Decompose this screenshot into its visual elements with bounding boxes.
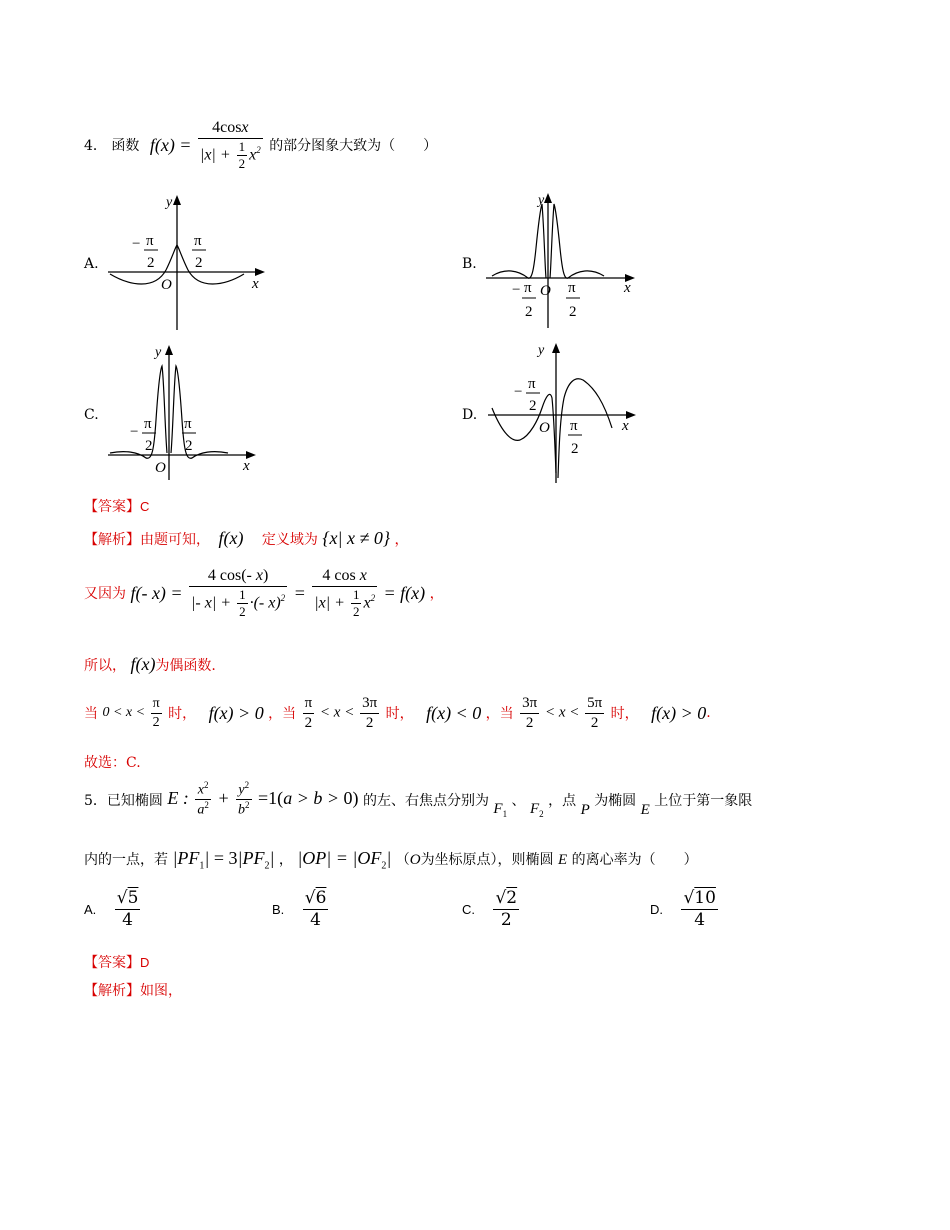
q5-stem-line-1 — [84, 780, 752, 819]
q4-even-check-frac-1: 4 cos(- x) |- x| + $\frac{1}{2}$ ·(- x)$^2$ — [191, 567, 286, 620]
q4-analysis-text-1a: 由题可知， — [140, 532, 210, 548]
q4-interval-2: $\frac{\pi}{2}$ < x < $\frac{3\pi}{2}$ — [304, 695, 378, 731]
q5-f1: $F_1$ — [493, 801, 508, 820]
svg-text:x: x — [252, 276, 259, 292]
svg-text:2: 2 — [195, 255, 203, 271]
q5-text-5: 为椭圆 — [594, 792, 637, 809]
q4-interval-prefix: 当 — [84, 706, 98, 723]
svg-text:O: O — [540, 283, 551, 299]
q4-analysis-line-4 — [84, 694, 711, 733]
svg-text:y: y — [155, 345, 162, 360]
q4-option-b-label: B. — [462, 256, 477, 272]
q4-answer-value: C — [140, 499, 150, 514]
q4-option-d-label: D. — [462, 407, 478, 423]
q5-option-d-rad: 10 — [694, 888, 716, 908]
q4-graph-c — [100, 340, 270, 485]
q5-condition-1: $|PF_1| = 3|PF_2|$ — [172, 848, 275, 872]
svg-text:O: O — [539, 420, 550, 436]
svg-text:−: − — [130, 424, 139, 440]
q4-analysis-text-1c: 定义域为 — [261, 532, 318, 548]
q4-interval-sep2: ，当 — [485, 706, 514, 723]
q5-option-c — [462, 888, 521, 932]
q5-stem-line-2 — [84, 848, 698, 872]
q4-option-a-label: A. — [84, 256, 99, 272]
q4-sign-1: f(x) > 0 — [208, 702, 264, 723]
q4-analysis-text-3c: 为偶函数. — [155, 658, 216, 674]
q4-even-check-lhs: f(- x) = — [130, 582, 183, 603]
q4-interval-3: $\frac{3\pi}{2}$ < x < $\frac{5\pi}{2}$ — [522, 695, 603, 731]
q4-analysis-fx-1: f(x) — [218, 528, 244, 548]
q5-text-3: 、 — [511, 792, 526, 809]
q5-option-b — [272, 888, 330, 932]
q5-analysis-text: 如图， — [140, 983, 182, 999]
q5-option-a — [84, 888, 142, 932]
q4-interval-end: . — [706, 705, 711, 722]
q4-tail: 的部分图象大致为（ ） — [269, 138, 438, 155]
q4-domain-set: {x| x ≠ 0} — [322, 528, 391, 548]
q4-analysis-line-2: 又因为 f(- x) = 4 cos(- x) |- x| + $\frac{1}{2}$ ·(- x)$^2$ = 4 cos x |x| + $\frac{1}{2}$ $x^2$ = f(x) ， — [84, 567, 444, 620]
svg-text:O: O — [161, 277, 172, 293]
q5-option-a-rad: 5 — [127, 888, 139, 908]
q4-func-name: f(x) = — [149, 134, 192, 155]
q5-condition-2: $|OP| = |OF_2|$ — [297, 848, 392, 872]
q5-line2-4: 为坐标原点），则椭圆 — [420, 852, 554, 868]
q4-interval-t2: 时， — [385, 706, 414, 723]
svg-text:π: π — [568, 280, 576, 296]
svg-text:π: π — [570, 418, 578, 434]
q4-analysis-text-2a: 又因为 — [84, 586, 126, 603]
q5-option-b-den: 4 — [310, 910, 321, 931]
svg-text:y: y — [538, 343, 545, 358]
q4-answer — [84, 496, 149, 516]
svg-text:−: − — [514, 384, 523, 400]
q5-text-2: 的左、右焦点分别为 — [362, 792, 489, 809]
q5-analysis-tag: 【解析】 — [84, 983, 140, 999]
q4-interval-t1: 时， — [168, 706, 197, 723]
svg-text:π: π — [146, 233, 154, 249]
q5-option-d-label: D. — [650, 902, 663, 918]
q5-ellipse-name-2: E — [558, 852, 568, 868]
q4-graph-d — [480, 338, 645, 486]
q4-lead: 函数 — [111, 138, 140, 155]
q5-option-c-value: $\frac{√2}{2}$ — [495, 888, 518, 931]
q5-text-1: 已知椭圆 — [106, 792, 163, 809]
q4-graph-b — [480, 188, 645, 333]
q4-interval-t3: 时， — [610, 706, 639, 723]
svg-text:2: 2 — [525, 304, 533, 320]
q5-option-a-label: A. — [84, 902, 97, 918]
q5-text-4: ，点 — [548, 792, 577, 809]
q5-option-d-den: 4 — [694, 910, 706, 931]
q4-interval-sep1: ，当 — [268, 706, 297, 723]
svg-text:x: x — [622, 418, 629, 434]
svg-text:2: 2 — [571, 441, 579, 457]
q4-sign-3: f(x) > 0 — [651, 702, 707, 723]
q5-option-c-den: 2 — [500, 910, 512, 931]
svg-text:2: 2 — [147, 255, 155, 271]
q5-ellipse-name: E — [640, 802, 650, 819]
q5-line2-2: ， — [278, 852, 293, 868]
svg-text:π: π — [144, 416, 152, 432]
svg-text:x: x — [624, 280, 631, 296]
svg-text:2: 2 — [185, 438, 193, 454]
q4-analysis-line-3 — [84, 654, 216, 675]
svg-text:O: O — [155, 460, 166, 476]
q5-option-d-value: $\frac{√10}{4}$ — [683, 888, 716, 931]
svg-text:y: y — [166, 195, 173, 210]
svg-text:π: π — [524, 280, 532, 296]
q4-option-c-label: C. — [84, 407, 99, 423]
q4-stem — [84, 118, 437, 173]
q5-option-a-den: 4 — [122, 910, 133, 931]
q4-analysis-fx-3: f(x) — [130, 654, 156, 674]
q5-line2-3: （ — [395, 852, 410, 868]
q5-answer-tag: 【答案】 — [84, 955, 140, 971]
q4-analysis-text-3a: 所以， — [84, 658, 126, 674]
q4-interval-1: 0 < x < $\frac{\pi}{2}$ — [102, 696, 160, 730]
q5-option-c-label: C. — [462, 902, 475, 918]
q4-sign-2: f(x) < 0 — [426, 702, 482, 723]
q4-analysis-line-1 — [84, 528, 409, 549]
q4-even-check-rhs: = f(x) — [383, 582, 426, 603]
svg-text:x: x — [243, 458, 250, 474]
q5-text-6: 上位于第一象限 — [654, 792, 753, 809]
q4-analysis-text-1e: ， — [394, 532, 409, 548]
q5-origin: O — [409, 852, 421, 868]
svg-text:y: y — [538, 193, 545, 208]
q5-f2: $F_2$ — [529, 801, 544, 820]
q4-graph-a — [100, 190, 270, 335]
svg-text:2: 2 — [529, 398, 537, 414]
svg-text:π: π — [184, 416, 192, 432]
svg-text:π: π — [528, 376, 536, 392]
q4-analysis-text-2c: ， — [429, 586, 444, 603]
q4-even-check-frac-2: 4 cos x |x| + $\frac{1}{2}$ $x^2$ — [314, 567, 376, 620]
q4-analysis-tag: 【解析】 — [84, 532, 140, 548]
q5-line2-1: 内的一点，若 — [84, 852, 168, 868]
q5-option-c-rad: 2 — [506, 888, 518, 908]
q5-answer-value: D — [140, 955, 150, 970]
q5-point-p: P — [580, 802, 590, 819]
q4-function-fraction: 4cosx |x| + $\frac{1}{2}$ $x^2$ — [199, 119, 261, 172]
q4-number: 4． — [84, 138, 107, 155]
q5-line2-5: 的离心率为（ ） — [571, 852, 698, 868]
q5-number: 5． — [84, 792, 107, 809]
svg-text:2: 2 — [569, 304, 577, 320]
q5-option-d — [650, 888, 720, 932]
q5-answer — [84, 952, 149, 972]
q5-analysis — [84, 980, 182, 1000]
q5-option-b-rad: 6 — [315, 888, 327, 908]
q5-option-a-value: $\frac{√5}{4}$ — [116, 888, 139, 931]
svg-text:π: π — [194, 233, 202, 249]
svg-text:−: − — [512, 282, 521, 298]
q4-conclusion: 故选：C. — [84, 755, 141, 771]
q5-ellipse-eq: E : $\frac{x^2}{a^2}$ + $\frac{y^2}{b^2}$ =1(a > b > 0) — [167, 780, 359, 818]
svg-text:−: − — [132, 236, 141, 252]
q4-answer-tag: 【答案】 — [84, 499, 140, 515]
q5-option-b-label: B. — [272, 902, 285, 918]
svg-text:2: 2 — [145, 438, 153, 454]
q5-option-b-value: $\frac{√6}{4}$ — [304, 888, 327, 931]
